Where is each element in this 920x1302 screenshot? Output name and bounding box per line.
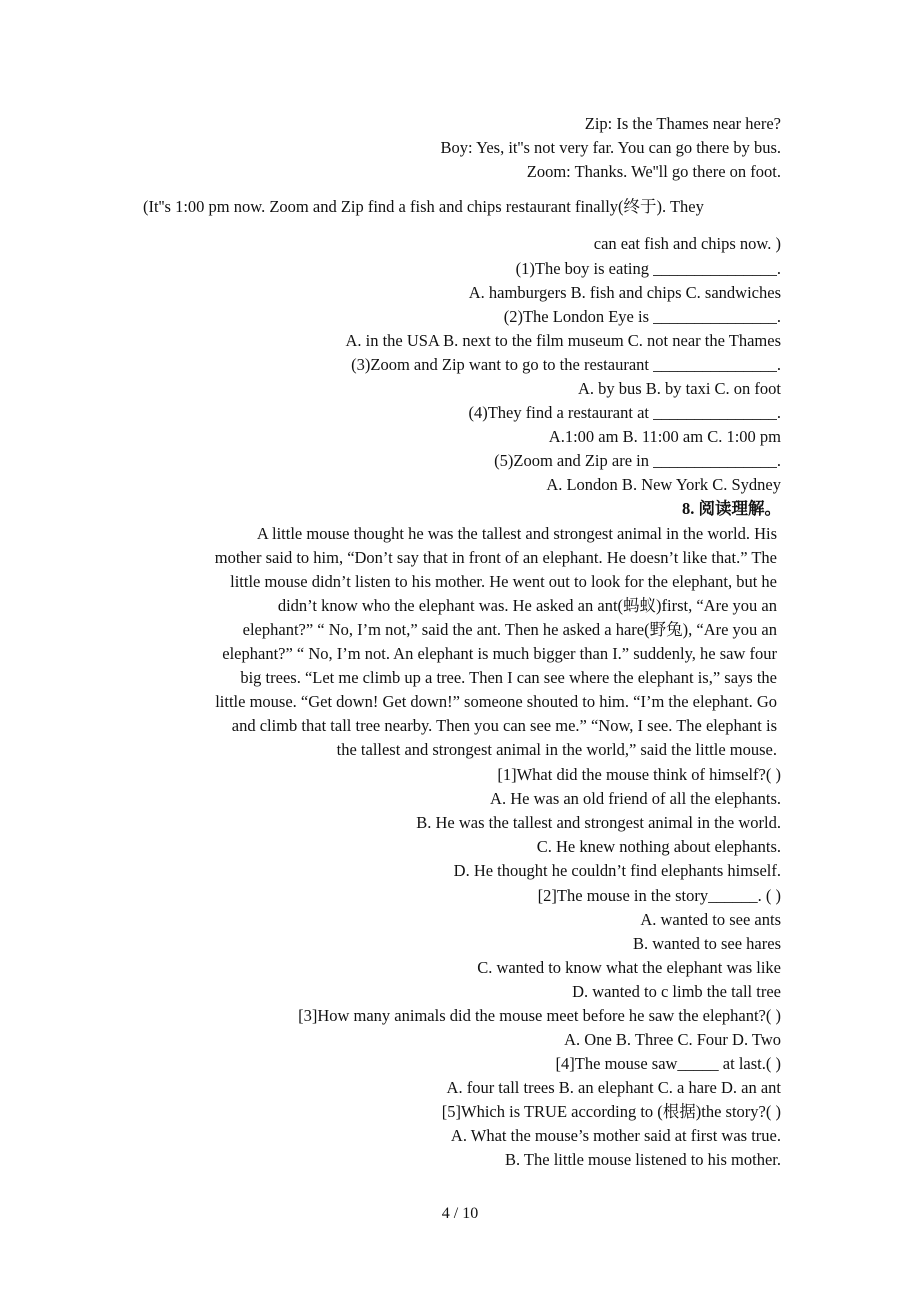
passage-line: didn’t know who the elephant was. He asked an ant(蚂蚁)first, “Are you an bbox=[277, 596, 777, 615]
passage-line: elephant?” “ No, I’m not,” said the ant. Then he asked a hare(野兔), “Are you an bbox=[242, 620, 777, 639]
passage-line: little mouse didn’t listen to his mother. He went out to look for the elephant, but he bbox=[230, 572, 777, 591]
question-4-stem: (4)They find a restaurant at _______________. bbox=[468, 403, 781, 422]
passage-line: elephant?” “ No, I’m not. An elephant is much bigger than I.” suddenly, he saw four bbox=[222, 644, 777, 663]
reading-q1-stem: [1]What did the mouse think of himself?( ) bbox=[497, 765, 781, 784]
reading-q5-option-a: A. What the mouse’s mother said at first was true. bbox=[450, 1126, 781, 1145]
reading-q5-stem: [5]Which is TRUE according to (根据)the story?( ) bbox=[441, 1102, 781, 1121]
dialogue-line-boy: Boy: Yes, it''s not very far. You can go there by bus. bbox=[440, 138, 781, 157]
reading-q1-option-c: C. He knew nothing about elephants. bbox=[536, 837, 781, 856]
section-8-number: 8. bbox=[682, 499, 695, 518]
reading-q5-option-b: B. The little mouse listened to his mother. bbox=[504, 1150, 781, 1169]
reading-passage bbox=[140, 522, 777, 762]
section-8-title: 阅读理解。 bbox=[698, 499, 781, 518]
note-line-1: (It''s 1:00 pm now. Zoom and Zip find a fish and chips restaurant finally(终于). They bbox=[143, 197, 704, 216]
section-8-heading bbox=[682, 499, 781, 519]
reading-q4-options: A. four tall trees B. an elephant C. a hare D. an ant bbox=[446, 1078, 781, 1097]
passage-line: A little mouse thought he was the tallest and strongest animal in the world. His bbox=[256, 524, 777, 543]
question-3-options: A. by bus B. by taxi C. on foot bbox=[577, 379, 781, 398]
question-5-options: A. London B. New York C. Sydney bbox=[546, 475, 781, 494]
question-2-options: A. in the USA B. next to the film museum C. not near the Thames bbox=[345, 331, 781, 350]
reading-q3-options: A. One B. Three C. Four D. Two bbox=[564, 1030, 781, 1049]
passage-line: and climb that tall tree nearby. Then you can see me.” “Now, I see. The elephant is bbox=[231, 716, 777, 735]
passage-line: little mouse. “Get down! Get down!” someone shouted to him. “I’m the elephant. Go bbox=[215, 692, 777, 711]
question-3-stem: (3)Zoom and Zip want to go to the restaurant _______________. bbox=[351, 355, 781, 374]
reading-q3-stem: [3]How many animals did the mouse meet before he saw the elephant?( ) bbox=[298, 1006, 781, 1025]
passage-line: the tallest and strongest animal in the world,” said the little mouse. bbox=[336, 740, 777, 759]
reading-q2-option-b: B. wanted to see hares bbox=[633, 934, 781, 953]
reading-q1-option-d: D. He thought he couldn’t find elephants himself. bbox=[453, 861, 781, 880]
reading-q2-option-d: D. wanted to c limb the tall tree bbox=[572, 982, 781, 1001]
reading-q2-option-c: C. wanted to know what the elephant was like bbox=[477, 958, 781, 977]
question-1-stem: (1)The boy is eating _______________. bbox=[515, 259, 781, 278]
passage-line: big trees. “Let me climb up a tree. Then I can see where the elephant is,” says the bbox=[240, 668, 777, 687]
dialogue-line-zip: Zip: Is the Thames near here? bbox=[584, 114, 781, 133]
passage-line: mother said to him, “Don’t say that in front of an elephant. He doesn’t like that.” The bbox=[214, 548, 777, 567]
reading-q2-option-a: A. wanted to see ants bbox=[640, 910, 781, 929]
dialogue-line-zoom: Zoom: Thanks. We''ll go there on foot. bbox=[526, 162, 781, 181]
reading-q2-stem: [2]The mouse in the story______. ( ) bbox=[537, 886, 781, 905]
question-1-options: A. hamburgers B. fish and chips C. sandwiches bbox=[468, 283, 781, 302]
reading-q1-option-a: A. He was an old friend of all the elephants. bbox=[490, 789, 781, 808]
reading-q4-stem: [4]The mouse saw_____ at last.( ) bbox=[555, 1054, 781, 1073]
note-line-2: can eat fish and chips now. ) bbox=[593, 234, 781, 253]
question-4-options: A.1:00 am B. 11:00 am C. 1:00 pm bbox=[548, 427, 781, 446]
question-2-stem: (2)The London Eye is _______________. bbox=[503, 307, 781, 326]
reading-q1-option-b: B. He was the tallest and strongest animal in the world. bbox=[416, 813, 781, 832]
question-5-stem: (5)Zoom and Zip are in _______________. bbox=[494, 451, 781, 470]
page-number: 4 / 10 bbox=[441, 1205, 479, 1222]
